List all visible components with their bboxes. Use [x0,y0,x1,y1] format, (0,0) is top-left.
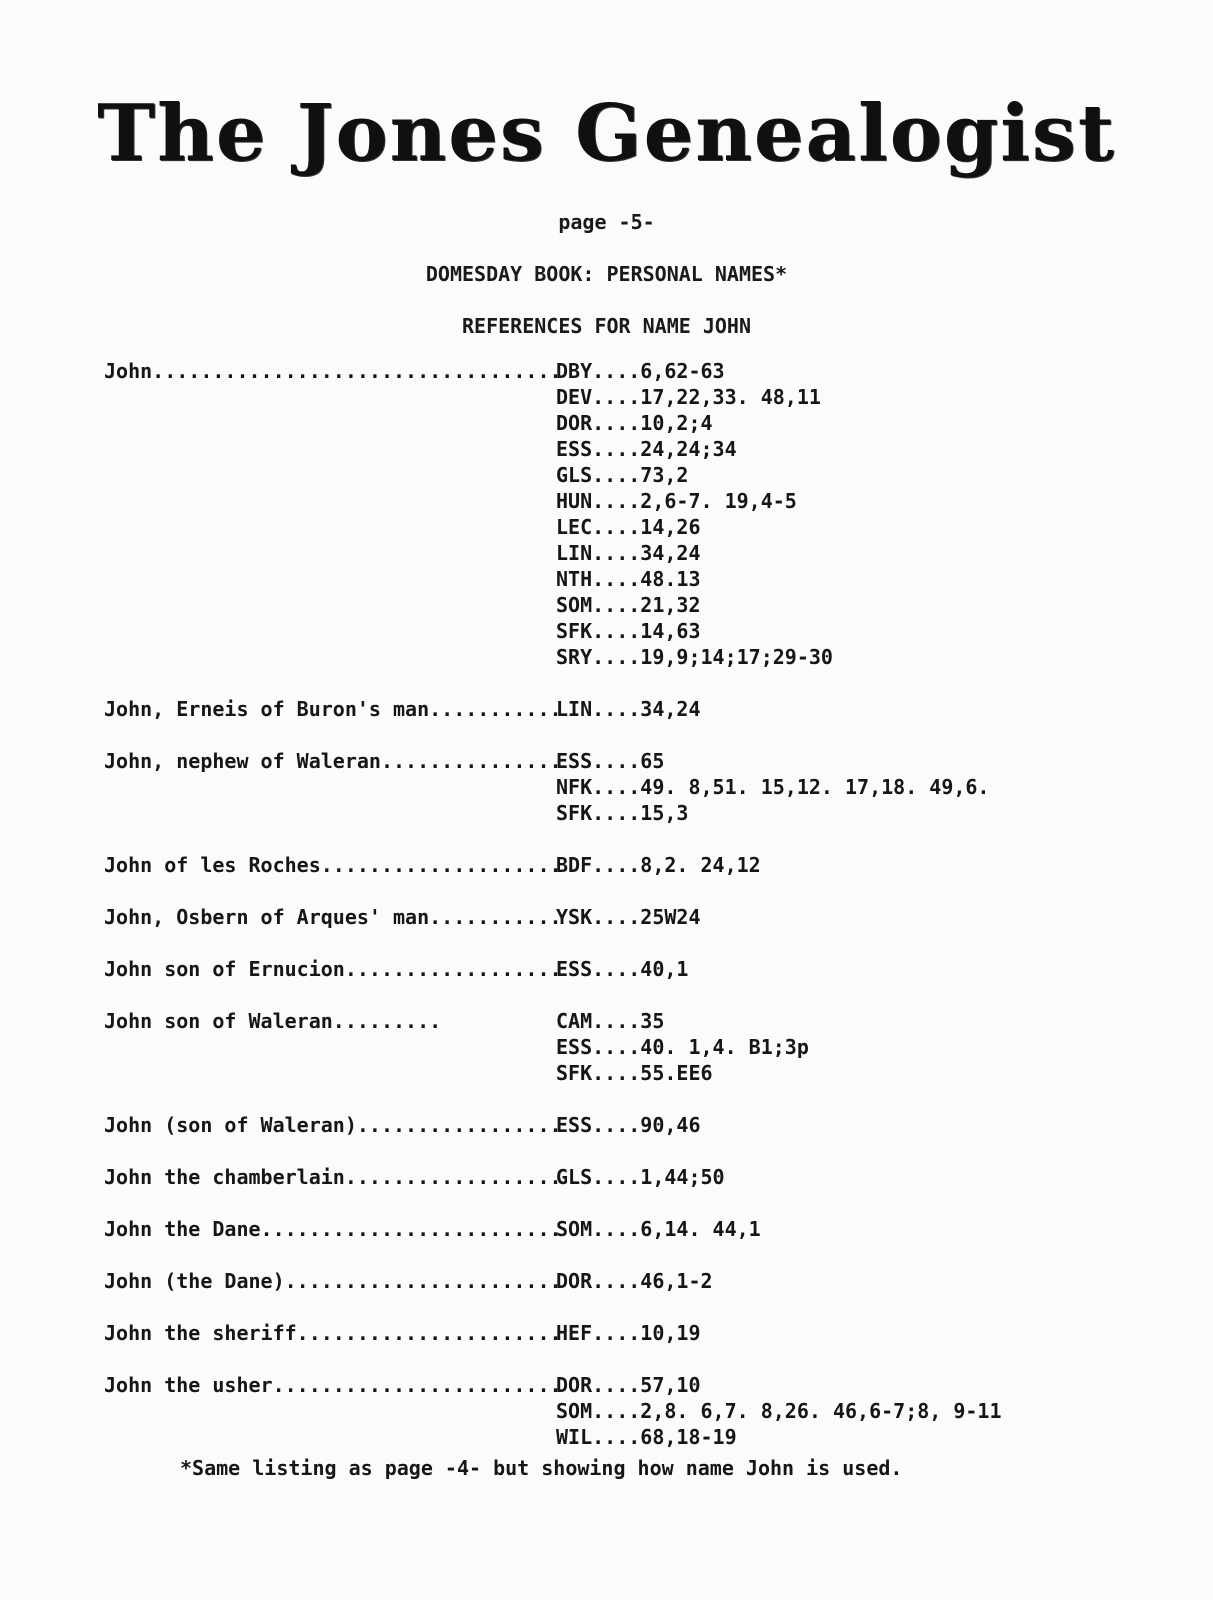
entry-row [104,1268,1204,1294]
entry-name: John of les Roches.................... [104,853,562,877]
entry-references [556,1008,809,1086]
reference-line: SRY....19,9;14;17;29-30 [556,645,833,669]
reference-line: DOR....10,2;4 [556,411,713,435]
entry-references [556,1164,725,1190]
entry-name: John the sheriff...................... [104,1321,562,1345]
entry-row [104,1112,1204,1138]
entry-references [556,1216,761,1242]
reference-line: DBY....6,62-63 [556,359,725,383]
entry-row [104,1372,1204,1450]
entry-name: John the Dane......................... [104,1217,562,1241]
document-subtitle: REFERENCES FOR NAME JOHN [462,314,751,338]
entry-references [556,748,989,826]
reference-line: SOM....21,32 [556,593,701,617]
reference-line: GLS....1,44;50 [556,1165,725,1189]
entry-row [104,852,1204,878]
entry-references [556,1372,1002,1450]
entry-name: John the usher........................ [104,1373,562,1397]
entry-row [104,748,1204,826]
entry-row [104,1320,1204,1346]
entry-name: John.................................. [104,359,562,383]
reference-line: DEV....17,22,33. 48,11 [556,385,821,409]
entry-name: John son of Waleran......... [104,1009,454,1033]
footnote: *Same listing as page -4- but showing how name John is used. [180,1456,903,1480]
entry-row [104,956,1204,982]
entry-name: John, nephew of Waleran............... [104,749,562,773]
reference-line: WIL....68,18-19 [556,1425,737,1449]
reference-line: SOM....2,8. 6,7. 8,26. 46,6-7;8, 9-11 [556,1399,1002,1423]
reference-line: NFK....49. 8,51. 15,12. 17,18. 49,6. [556,775,990,799]
reference-line: DOR....57,10 [556,1373,701,1397]
reference-line: ESS....90,46 [556,1113,701,1137]
reference-line: SFK....55.EE6 [556,1061,713,1085]
document-title: DOMESDAY BOOK: PERSONAL NAMES* [425,262,788,286]
page-number: page -5- [558,210,655,234]
reference-line: HEF....10,19 [556,1321,701,1345]
reference-line: YSK....25W24 [556,905,701,929]
entry-references [556,904,701,930]
reference-line: ESS....40. 1,4. B1;3p [556,1035,809,1059]
reference-list [104,358,1204,1450]
reference-line: BDF....8,2. 24,12 [556,853,761,877]
reference-line: GLS....73,2 [556,463,689,487]
reference-line: CAM....35 [556,1009,665,1033]
entry-references [556,1268,713,1294]
entry-name: John the chamberlain.................. [104,1165,562,1189]
reference-line: SFK....14,63 [556,619,701,643]
reference-line: LEC....14,26 [556,515,701,539]
entry-name: John (son of Waleran)................. [104,1113,562,1137]
entry-name: John, Erneis of Buron's man........... [104,697,562,721]
reference-line: ESS....24,24;34 [556,437,737,461]
entry-references [556,956,688,982]
entry-references [556,696,701,722]
entry-references [556,852,761,878]
reference-line: ESS....40,1 [556,957,689,981]
reference-line: LIN....34,24 [556,541,701,565]
entry-name: John son of Ernucion.................. [104,957,562,981]
reference-line: SOM....6,14. 44,1 [556,1217,761,1241]
entry-references [556,358,833,670]
reference-line: NTH....48.13 [556,567,701,591]
reference-line: SFK....15,3 [556,801,689,825]
entry-row [104,1164,1204,1190]
reference-line: ESS....65 [556,749,665,773]
entry-name: John, Osbern of Arques' man........... [104,905,562,929]
entry-row [104,1216,1204,1242]
entry-row [104,696,1204,722]
entry-row [104,358,1204,670]
masthead-title: The Jones Genealogist [97,88,1116,179]
entry-row [104,904,1204,930]
reference-line: DOR....46,1-2 [556,1269,713,1293]
entry-references [556,1320,701,1346]
reference-line: LIN....34,24 [556,697,701,721]
entry-references [556,1112,701,1138]
entry-name: John (the Dane)....................... [104,1269,562,1293]
reference-line: HUN....2,6-7. 19,4-5 [556,489,797,513]
entry-row [104,1008,1204,1086]
